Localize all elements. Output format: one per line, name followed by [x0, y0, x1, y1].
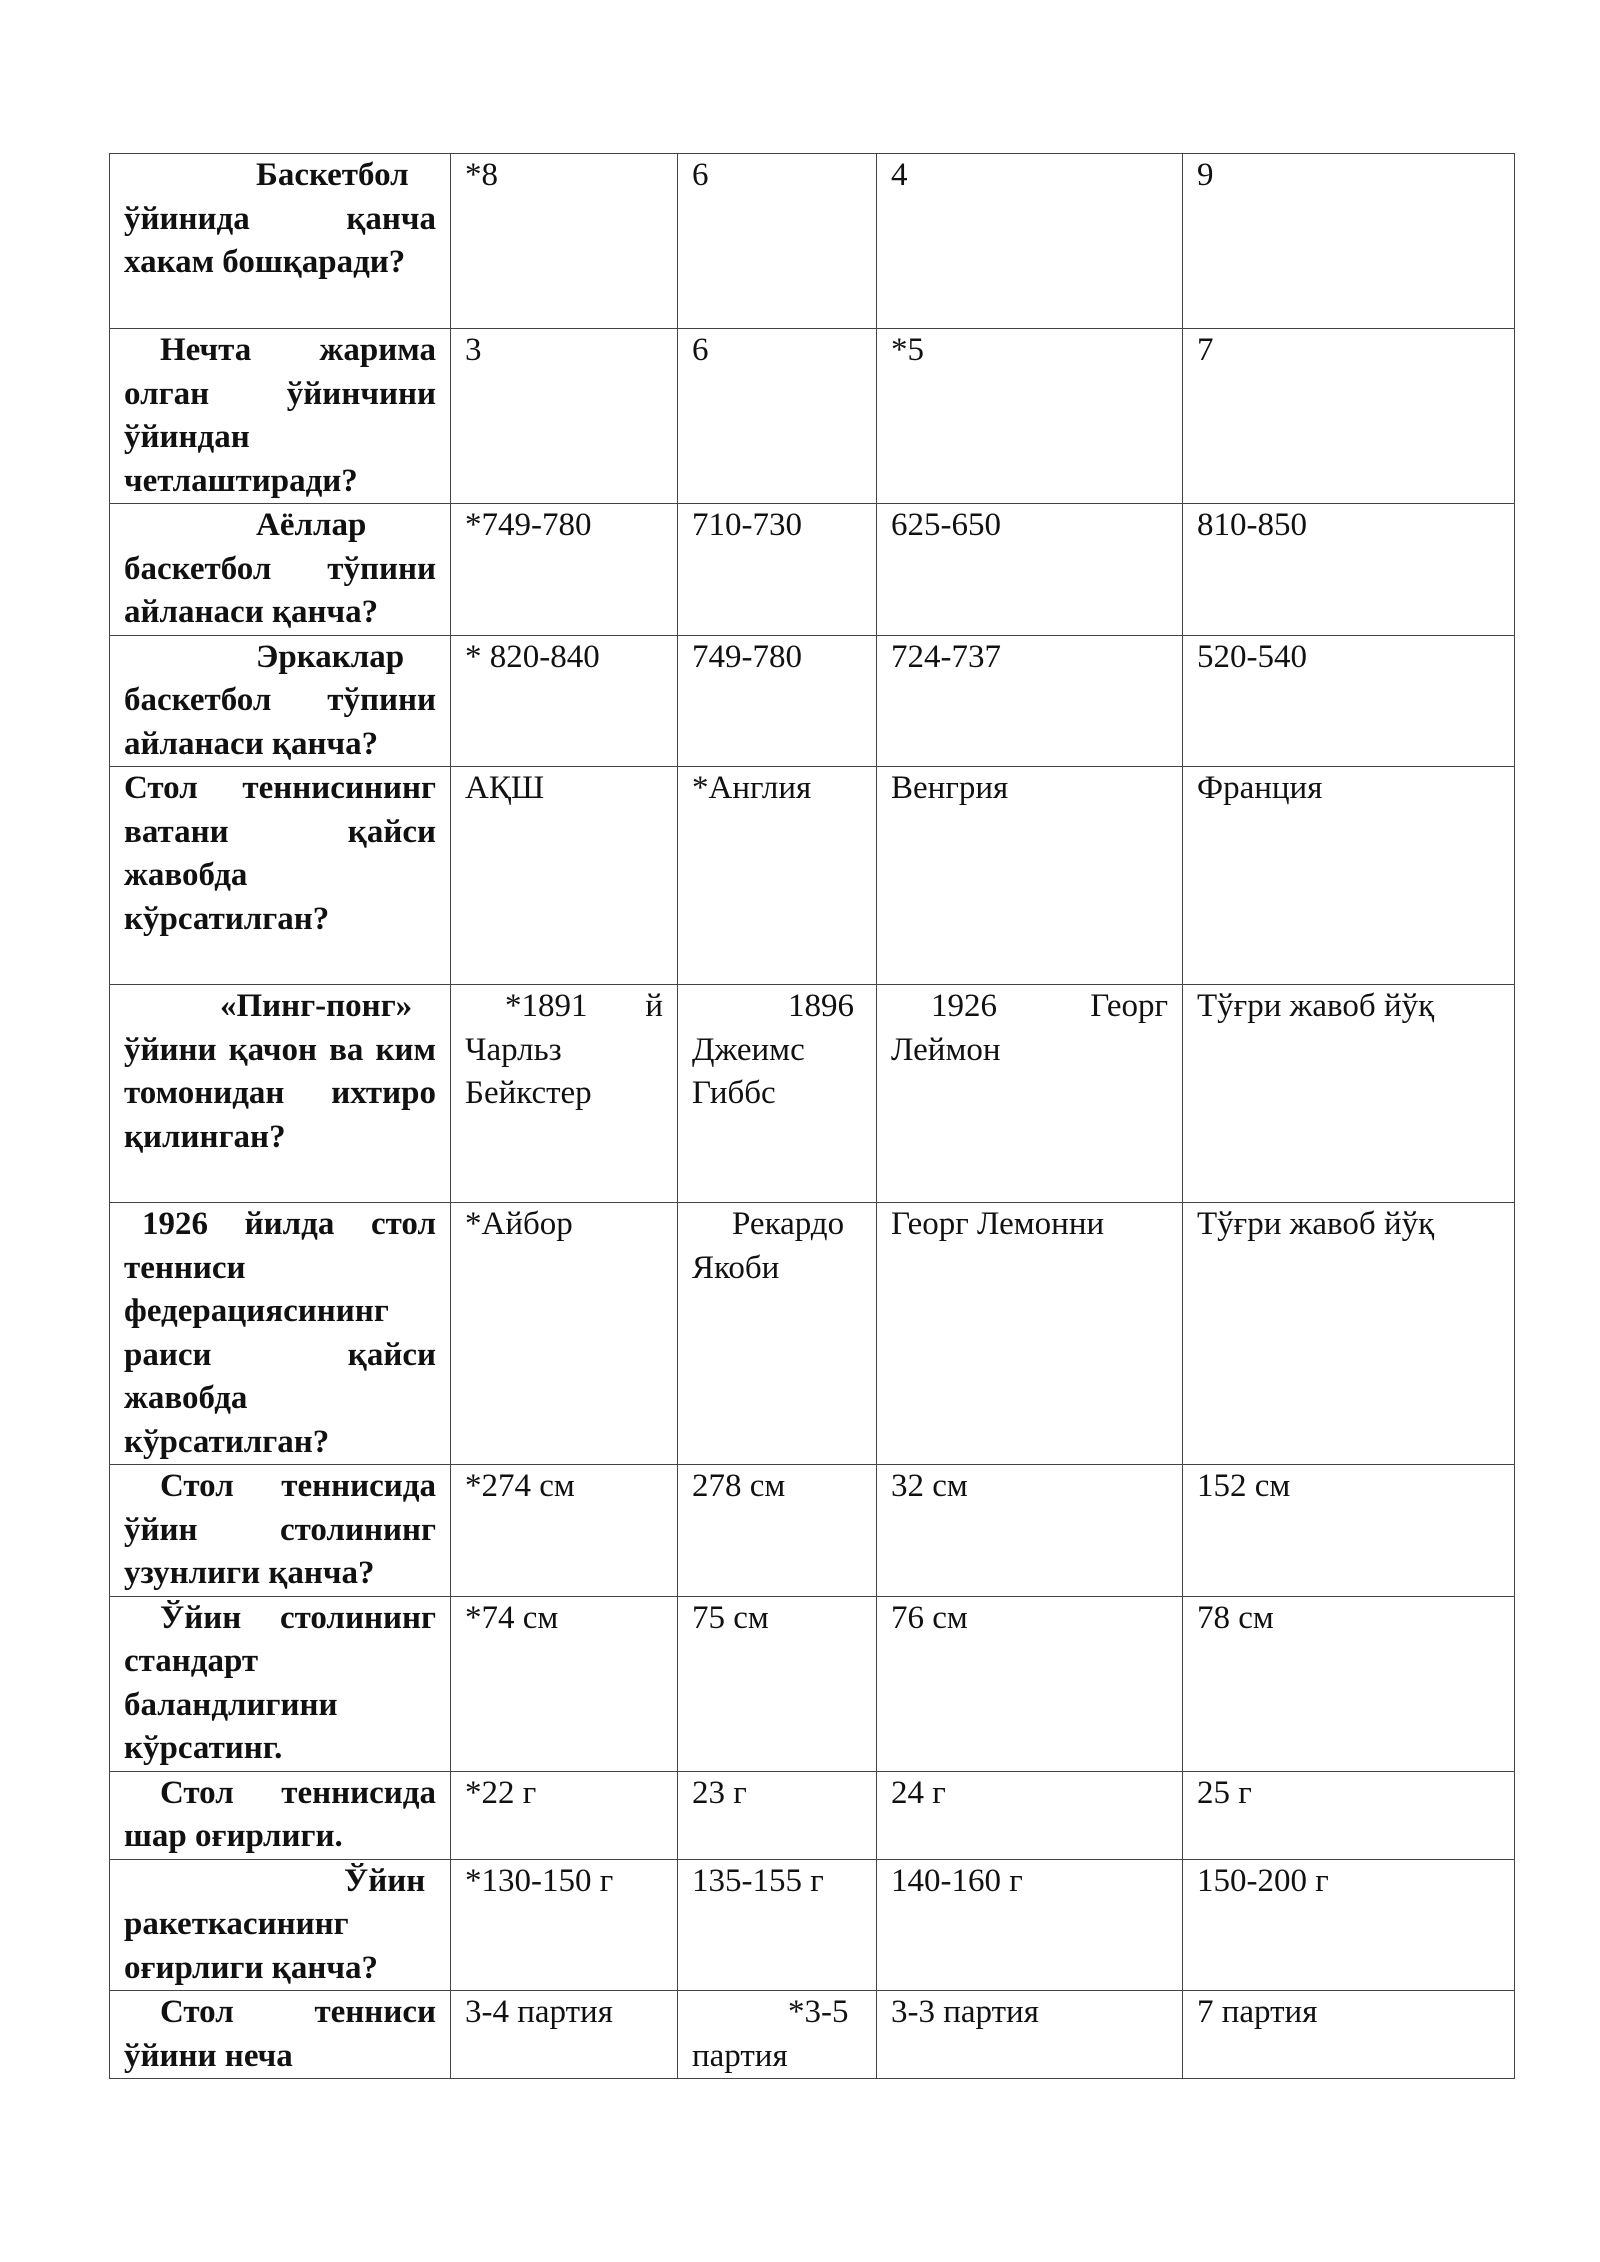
answer-b-cell: 278 см	[678, 1465, 877, 1597]
table-row	[110, 767, 1515, 985]
table-row	[110, 1771, 1515, 1859]
answer-b-cell: 6	[678, 329, 877, 504]
answer-d-cell: Франция	[1183, 767, 1515, 985]
answer-d-cell: Тўғри жавоб йўқ	[1183, 1203, 1515, 1465]
table-row	[110, 1596, 1515, 1771]
table-row	[110, 1203, 1515, 1465]
question-cell: Ўйин ракеткасининг оғирлиги қанча?	[110, 1859, 451, 1991]
answer-a-cell: *274 см	[451, 1465, 678, 1597]
table-row	[110, 154, 1515, 329]
answer-a-cell: 3	[451, 329, 678, 504]
answer-d-cell: 7 партия	[1183, 1991, 1515, 2079]
answer-b-cell: 135-155 г	[678, 1859, 877, 1991]
answer-c-cell: 76 см	[877, 1596, 1183, 1771]
answer-b-cell: 1896 Джеимс Гиббс	[678, 985, 877, 1203]
answer-b-cell: 23 г	[678, 1771, 877, 1859]
question-cell: Стол теннисининг ватани қайси жавобда кўрсатилган?	[110, 767, 451, 985]
question-cell: Аёллар баскетбол тўпини айланаси қанча?	[110, 504, 451, 636]
question-cell: Эркаклар баскетбол тўпини айланаси қанча?	[110, 635, 451, 767]
answer-a-cell: *Айбор	[451, 1203, 678, 1465]
answer-d-cell: 25 г	[1183, 1771, 1515, 1859]
answer-d-cell: 150-200 г	[1183, 1859, 1515, 1991]
answer-a-cell: * 820-840	[451, 635, 678, 767]
table-row	[110, 635, 1515, 767]
answer-a-cell: 3-4 партия	[451, 1991, 678, 2079]
answer-d-cell: 520-540	[1183, 635, 1515, 767]
question-cell: Баскетбол ўйинида қанча хакам бошқаради?	[110, 154, 451, 329]
question-cell: Стол теннисида шар оғирлиги.	[110, 1771, 451, 1859]
answer-b-cell: 75 см	[678, 1596, 877, 1771]
answer-b-cell: *Англия	[678, 767, 877, 985]
answer-c-cell: 24 г	[877, 1771, 1183, 1859]
answer-b-cell: *3-5 партия	[678, 1991, 877, 2079]
answer-a-cell: *74 см	[451, 1596, 678, 1771]
answer-c-cell: 625-650	[877, 504, 1183, 636]
question-cell: Ўйин столининг стандарт баландлигини кўрсатинг.	[110, 1596, 451, 1771]
answer-c-cell: 724-737	[877, 635, 1183, 767]
answer-b-cell: Рекардо Якоби	[678, 1203, 877, 1465]
answer-d-cell: 810-850	[1183, 504, 1515, 636]
answer-a-cell: *749-780	[451, 504, 678, 636]
answer-c-cell: 140-160 г	[877, 1859, 1183, 1991]
question-cell: Стол тенниси ўйини неча	[110, 1991, 451, 2079]
quiz-table	[109, 153, 1515, 2079]
answer-c-cell: 4	[877, 154, 1183, 329]
answer-c-cell: *5	[877, 329, 1183, 504]
question-cell: Нечта жарима олган ўйинчини ўйиндан четлаштиради?	[110, 329, 451, 504]
table-row	[110, 1859, 1515, 1991]
answer-d-cell: 7	[1183, 329, 1515, 504]
answer-a-cell: АҚШ	[451, 767, 678, 985]
question-cell: 1926 йилда стол тенниси федерациясининг раиси қайси жавобда кўрсатилган?	[110, 1203, 451, 1465]
answer-c-cell: Георг Лемонни	[877, 1203, 1183, 1465]
table-row	[110, 985, 1515, 1203]
answer-d-cell: 78 см	[1183, 1596, 1515, 1771]
question-cell: «Пинг-понг» ўйини қачон ва ким томонидан ихтиро қилинган?	[110, 985, 451, 1203]
answer-a-cell: *8	[451, 154, 678, 329]
answer-d-cell: 9	[1183, 154, 1515, 329]
answer-c-cell: 32 см	[877, 1465, 1183, 1597]
answer-c-cell: 3-3 партия	[877, 1991, 1183, 2079]
question-cell: Стол теннисида ўйин столининг узунлиги қанча?	[110, 1465, 451, 1597]
table-row	[110, 1991, 1515, 2079]
table-row	[110, 329, 1515, 504]
answer-a-cell: *22 г	[451, 1771, 678, 1859]
table-row	[110, 504, 1515, 636]
answer-c-cell: 1926 Георг Леймон	[877, 985, 1183, 1203]
answer-c-cell: Венгрия	[877, 767, 1183, 985]
answer-b-cell: 6	[678, 154, 877, 329]
answer-b-cell: 710-730	[678, 504, 877, 636]
answer-b-cell: 749-780	[678, 635, 877, 767]
table-row	[110, 1465, 1515, 1597]
answer-a-cell: *1891 й Чарльз Бейкстер	[451, 985, 678, 1203]
answer-d-cell: Тўғри жавоб йўқ	[1183, 985, 1515, 1203]
answer-d-cell: 152 см	[1183, 1465, 1515, 1597]
answer-a-cell: *130-150 г	[451, 1859, 678, 1991]
